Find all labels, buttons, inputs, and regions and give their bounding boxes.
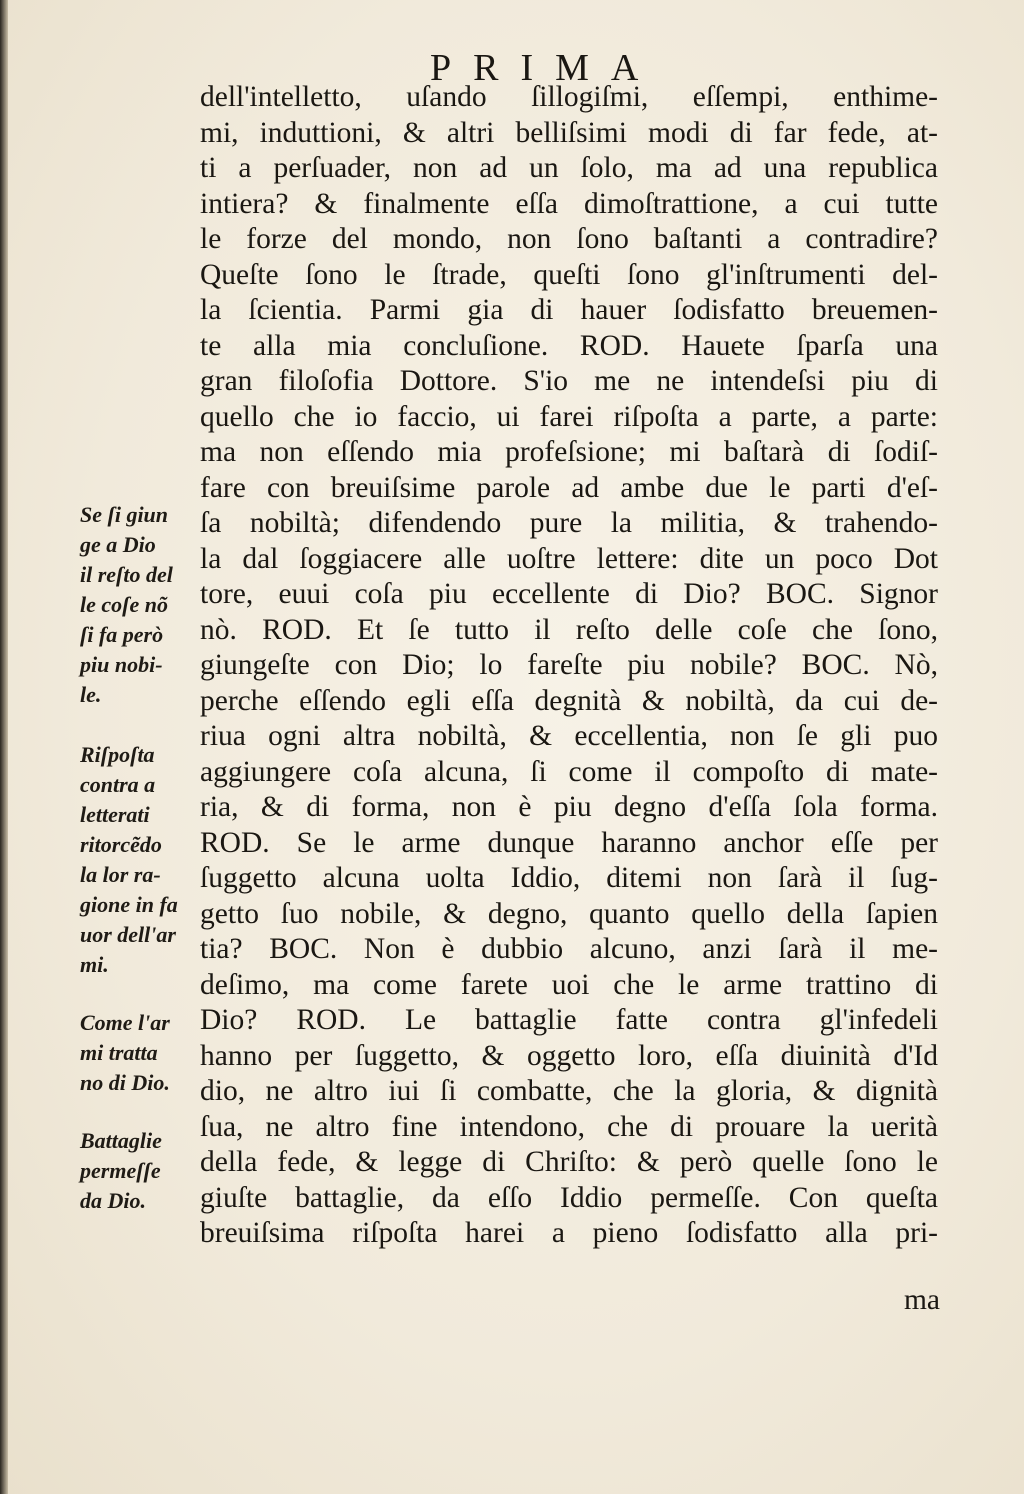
text-line: dell'intelletto, uſando ſillogiſmi, eſſempi, enthime-	[200, 81, 938, 113]
text-line: la ſcientia. Parmi gia di hauer ſodisfatto breuemen-	[200, 294, 938, 326]
text-line: dio, ne altro iui ſi combatte, che la gloria, & dignità	[200, 1075, 938, 1107]
text-line: la dal ſoggiacere alle uoſtre lettere: dite un poco Dot	[200, 542, 938, 575]
marginal-gloss	[80, 500, 200, 710]
text-line: getto ſuo nobile, & degno, quanto quello della ſapien	[200, 897, 938, 930]
gloss-line: Se ſi giun	[80, 502, 169, 527]
text-line: mi, induttioni, & altri belliſsimi modi di far fede, at-	[200, 116, 938, 149]
gloss-line: mi.	[80, 952, 109, 977]
text-line: le forze del mondo, non ſono baſtanti a contradire?	[200, 223, 938, 255]
running-head: PRIMA	[430, 47, 661, 89]
marginal-gloss	[80, 1008, 200, 1098]
gloss-line: contra a	[80, 772, 156, 797]
catchword: ma	[903, 1284, 940, 1316]
gloss-line: ge a Dio	[80, 532, 156, 557]
gloss-line: no di Dio.	[80, 1070, 170, 1095]
text-line: deſimo, ma come farete uoi che le arme trattino di	[200, 968, 938, 1001]
gloss-line: le coſe nõ	[80, 592, 168, 617]
marginal-gloss	[80, 1126, 200, 1216]
gloss-line: da Dio.	[80, 1188, 146, 1213]
gloss-line: permeſſe	[80, 1158, 161, 1183]
text-line: ti a perſuader, non ad un ſolo, ma ad una republica	[200, 152, 938, 184]
text-line: intiera? & finalmente eſſa dimoſtrattione, a cui tutte	[200, 187, 938, 220]
text-line: te alla mia concluſione. ROD. Hauete ſparſa una	[200, 329, 938, 362]
text-line: giungeſte con Dio; lo fareſte piu nobile? BOC. Nò,	[200, 649, 938, 681]
text-line: nò. ROD. Et ſe tutto il reſto delle coſe che ſono,	[200, 613, 938, 646]
gloss-line: Riſpoſta	[80, 742, 155, 767]
text-line: ROD. Se le arme dunque haranno anchor eſſe per	[200, 826, 938, 859]
gloss-line: ſi fa però	[80, 622, 164, 647]
text-line: fare con breuiſsime parole ad ambe due le parti d'eſ-	[200, 471, 938, 504]
gloss-line: le.	[80, 682, 102, 707]
gloss-line: letterati	[80, 802, 150, 827]
text-line: Queſte ſono le ſtrade, queſti ſono gl'inſtrumenti del-	[200, 258, 938, 291]
text-line: riua ogni altra nobiltà, & eccellentia, non ſe gli puo	[200, 720, 938, 752]
gloss-line: uor dell'ar	[80, 922, 176, 947]
gloss-line: piu nobi-	[80, 652, 163, 677]
gloss-line: Come l'ar	[80, 1010, 170, 1035]
text-line: della fede, & legge di Chriſto: & però quelle ſono le	[200, 1146, 938, 1178]
main-text-block	[200, 80, 938, 1252]
text-line: ſa nobiltà; difendendo pure la militia, & trahendo-	[200, 507, 938, 539]
text-line: aggiungere coſa alcuna, ſi come il compoſto di mate-	[200, 755, 938, 788]
text-line: quello che io faccio, ui farei riſpoſta a parte, a parte:	[200, 400, 938, 433]
text-line: ma non eſſendo mia profeſsione; mi baſtarà di ſodiſ-	[200, 436, 938, 468]
text-line: breuiſsima riſpoſta harei a pieno ſodisfatto alla pri-	[200, 1217, 938, 1249]
text-line: ſuggetto alcuna uolta Iddio, ditemi non ſarà il ſug-	[200, 862, 938, 894]
text-line: giuſte battaglie, da eſſo Iddio permeſſe. Con queſta	[200, 1181, 938, 1214]
text-line: ſua, ne altro fine intendono, che di prouare la uerità	[200, 1110, 938, 1143]
gloss-line: Battaglie	[80, 1128, 162, 1153]
gloss-line: la lor ra-	[80, 862, 161, 887]
text-line: perche eſſendo egli eſſa degnità & nobiltà, da cui de-	[200, 684, 938, 717]
text-line: tia? BOC. Non è dubbio alcuno, anzi ſarà il me-	[200, 933, 938, 965]
page-binding-edge	[0, 0, 8, 1494]
text-line: Dio? ROD. Le battaglie fatte contra gl'infedeli	[200, 1004, 938, 1036]
marginal-gloss	[80, 740, 200, 980]
gloss-line: gione in fa	[80, 892, 178, 917]
text-line: gran filoſofia Dottore. S'io me ne intendeſsi piu di	[200, 365, 938, 397]
gloss-line: il reſto del	[80, 562, 173, 587]
text-line: tore, euui coſa piu eccellente di Dio? BOC. Signor	[200, 578, 938, 610]
gloss-line: mi tratta	[80, 1040, 158, 1065]
text-line: ria, & di forma, non è piu degno d'eſſa ſola forma.	[200, 791, 938, 823]
gloss-line: ritorcẽdo	[80, 832, 162, 857]
text-line: hanno per ſuggetto, & oggetto loro, eſſa diuinità d'Id	[200, 1039, 938, 1072]
